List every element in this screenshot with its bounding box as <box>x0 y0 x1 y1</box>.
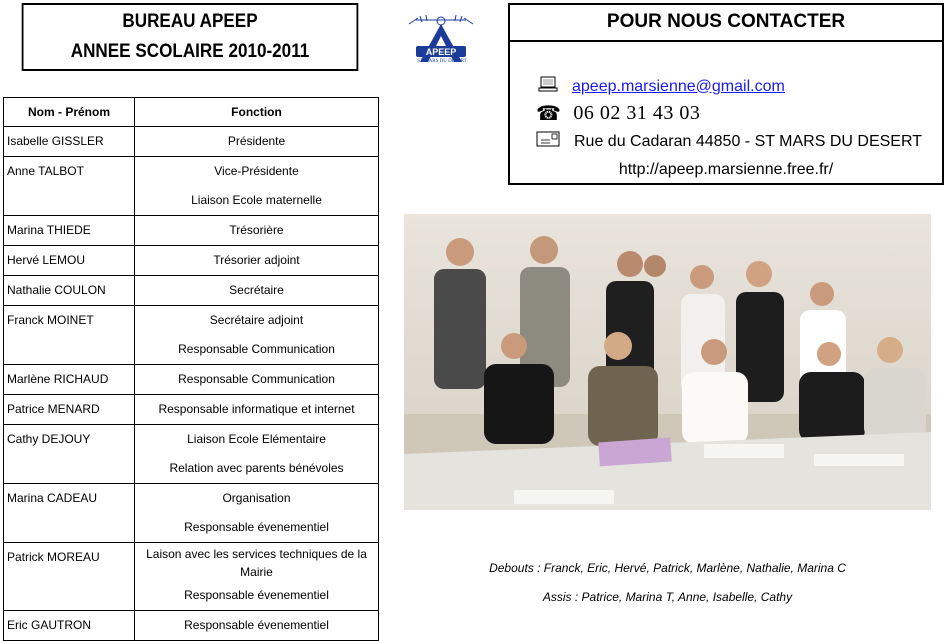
caption-seated: Assis : Patrice, Marina T, Anne, Isabelle, Cathy <box>542 590 793 604</box>
address-row <box>536 131 922 152</box>
member-function: Vice-Présidente <box>214 164 299 178</box>
telephone-icon: ☎ <box>536 103 562 125</box>
member-function-cell <box>135 543 379 611</box>
member-function: Trésorière <box>229 223 284 237</box>
member-function-cell <box>135 127 379 157</box>
caption-standing: Debouts : Franck, Eric, Hervé, Patrick, Marlène, Nathalie, Marina C <box>489 561 846 575</box>
member-function-cell <box>135 395 379 425</box>
document-title <box>22 3 359 71</box>
member-function: Relation avec parents bénévoles <box>169 461 344 475</box>
member-function: Secrétaire <box>229 283 284 297</box>
member-name: Marlène RICHAUD <box>4 365 135 395</box>
table-row <box>4 306 379 365</box>
table-row <box>4 365 379 395</box>
member-function-cell <box>135 306 379 365</box>
table-row <box>4 216 379 246</box>
member-name: Marina CADEAU <box>4 484 135 543</box>
member-function: Responsable Communication <box>178 342 335 356</box>
website-row <box>510 161 942 179</box>
member-function: Responsable évenementiel <box>184 588 329 602</box>
member-name: Eric GAUTRON <box>4 611 135 641</box>
member-function-cell <box>135 611 379 641</box>
address-text: Rue du Cadaran 44850 - ST MARS DU DESERT <box>574 132 923 150</box>
table-row <box>4 157 379 216</box>
member-name: Hervé LEMOU <box>4 246 135 276</box>
logo-text: APEEP <box>425 47 457 57</box>
member-name: Patrice MENARD <box>4 395 135 425</box>
table-row <box>4 611 379 641</box>
phone-number: 06 02 31 43 03 <box>573 102 701 124</box>
member-name: Patrick MOREAU <box>4 543 135 611</box>
email-row <box>538 75 785 98</box>
website-link[interactable]: http://apeep.marsienne.free.fr/ <box>618 161 834 178</box>
title-line-1: BUREAU APEEP <box>122 11 258 32</box>
column-header-name: Nom - Prénom <box>4 98 135 127</box>
email-link[interactable]: apeep.marsienne@gmail.com <box>572 77 785 95</box>
member-function: Laison avec les services techniques de la Mairie <box>146 547 367 579</box>
envelope-icon <box>536 131 560 152</box>
member-name: Marina THIEDE <box>4 216 135 246</box>
member-name: Nathalie COULON <box>4 276 135 306</box>
member-function: Responsable Communication <box>178 372 335 386</box>
table-row <box>4 425 379 484</box>
column-header-function: Fonction <box>135 98 379 127</box>
member-function: Liaison Ecole Elémentaire <box>187 432 326 446</box>
member-function: Organisation <box>222 491 291 505</box>
table-row <box>4 484 379 543</box>
member-name: Franck MOINET <box>4 306 135 365</box>
member-function-cell <box>135 216 379 246</box>
phone-row <box>536 101 700 126</box>
bureau-members-table <box>3 97 379 641</box>
member-function-cell <box>135 484 379 543</box>
member-name: Isabelle GISSLER <box>4 127 135 157</box>
member-name: Anne TALBOT <box>4 157 135 216</box>
table-row <box>4 543 379 611</box>
table-row <box>4 127 379 157</box>
member-function-cell <box>135 246 379 276</box>
contact-title: POUR NOUS CONTACTER <box>510 5 942 42</box>
table-row <box>4 276 379 306</box>
contact-box <box>508 3 944 185</box>
table-header-row <box>4 98 379 127</box>
member-function-cell <box>135 365 379 395</box>
member-function: Responsable évenementiel <box>184 618 329 632</box>
member-function: Secrétaire adjoint <box>209 313 304 327</box>
logo-subtext: ST MARS DU DESERT <box>417 59 467 64</box>
title-line-2: ANNEE SCOLAIRE 2010-2011 <box>70 41 310 62</box>
member-function-cell <box>135 276 379 306</box>
table-row <box>4 246 379 276</box>
member-function: Trésorier adjoint <box>213 253 300 267</box>
group-photo <box>404 214 931 510</box>
computer-icon <box>538 75 558 98</box>
member-function-cell <box>135 157 379 216</box>
member-function: Responsable informatique et internet <box>158 402 355 416</box>
member-function: Présidente <box>227 134 286 148</box>
member-function: Liaison Ecole maternelle <box>191 193 322 207</box>
table-row <box>4 395 379 425</box>
member-function: Responsable évenementiel <box>184 520 329 534</box>
member-function-cell <box>135 425 379 484</box>
member-name: Cathy DEJOUY <box>4 425 135 484</box>
